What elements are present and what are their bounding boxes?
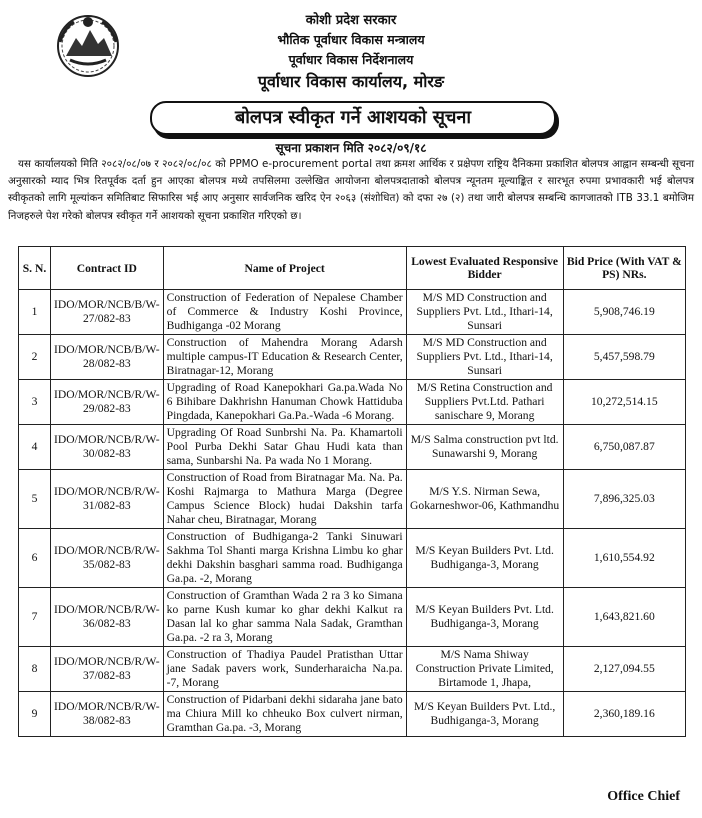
row-contract-id: IDO/MOR/NCB/R/W-30/082-83 [51,425,164,470]
row-contract-id: IDO/MOR/NCB/R/W-31/082-83 [51,470,164,529]
row-contract-id: IDO/MOR/NCB/R/W-35/082-83 [51,529,164,588]
row-project: Construction of Budhiganga-2 Tanki Sinuwari Sakhma Tol Shanti marga Krishna Limbu ko ghar dekhi Dakshin basghari samma road. Budhiganga Ga.pa. -2, Morang [163,529,406,588]
row-sn: 1 [19,290,51,335]
row-bidder: M/S Keyan Builders Pvt. Ltd. Budhiganga-3, Morang [406,588,563,647]
row-sn: 3 [19,380,51,425]
province-government-title: कोशी प्रदेश सरकार [305,13,397,28]
table-row [19,470,686,529]
notice-banner: बोलपत्र स्वीकृत गर्ने आशयको सूचना [150,101,556,135]
row-project: Construction of Mahendra Morang Adarsh multiple campus-IT Education & Research Center, Biratnagar-12, Morang [163,335,406,380]
publish-date: सूचना प्रकाशन मिति २०८२/०९/१८ [275,141,427,155]
table-row [19,692,686,737]
table-row [19,425,686,470]
table-row [19,529,686,588]
row-price: 6,750,087.87 [563,425,685,470]
header-contract-id: Contract ID [51,247,164,290]
row-price: 10,272,514.15 [563,380,685,425]
row-contract-id: IDO/MOR/NCB/B/W-27/082-83 [51,290,164,335]
header-bid-price: Bid Price (With VAT & PS) NRs. [563,247,685,290]
row-sn: 6 [19,529,51,588]
directorate-title: पूर्वाधार विकास निर्देशनालय [288,52,414,67]
row-contract-id: IDO/MOR/NCB/R/W-37/082-83 [51,647,164,692]
row-project: Construction of Federation of Nepalese Chamber of Commerce & Industry Koshi Province, Budhiganga -02 Morang [163,290,406,335]
row-price: 5,908,746.19 [563,290,685,335]
row-sn: 8 [19,647,51,692]
row-project: Construction of Gramthan Wada 2 ra 3 ko Simana ko parne Kush kumar ko ghar dekhi Kalkut ra Dasan lal ko ghar samma Nala Sadak, Gramthan Ga.pa. -2 ra 3, Morang [163,588,406,647]
row-project: Construction of Thadiya Paudel Pratisthan Uttar jane Sadak pavers work, Sunderharaicha Na.pa. -7, Morang [163,647,406,692]
table-header-row [19,247,686,290]
row-price: 7,896,325.03 [563,470,685,529]
signatory-office-chief: Office Chief [607,789,680,804]
row-price: 5,457,598.79 [563,335,685,380]
row-bidder: M/S Salma construction pvt ltd. Sunawarshi 9, Morang [406,425,563,470]
row-bidder: M/S Retina Construction and Suppliers Pvt.Ltd. Pathari sanischare 9, Morang [406,380,563,425]
row-project: Upgrading of Road Kanepokhari Ga.pa.Wada No 6 Bihibare Dakhrishn Hanuman Chowk Hattiduba Pingdada, Kanepokhari Ga.Pa.-Wada -6 Morang. [163,380,406,425]
row-bidder: M/S Keyan Builders Pvt. Ltd., Budhiganga-3, Morang [406,692,563,737]
row-bidder: M/S MD Construction and Suppliers Pvt. Ltd., Ithari-14, Sunsari [406,290,563,335]
header-sn: S. N. [19,247,51,290]
table-row [19,290,686,335]
table-row [19,335,686,380]
bid-acceptance-table [18,246,686,737]
office-title: पूर्वाधार विकास कार्यालय, मोरङ [257,72,445,91]
row-sn: 5 [19,470,51,529]
row-price: 2,127,094.55 [563,647,685,692]
row-price: 1,643,821.60 [563,588,685,647]
row-contract-id: IDO/MOR/NCB/R/W-36/082-83 [51,588,164,647]
row-contract-id: IDO/MOR/NCB/R/W-29/082-83 [51,380,164,425]
row-project: Upgrading Of Road Sunbrshi Na. Pa. Khamartoli Pool Purba Dekhi Satar Ghau Hudi kata than sama, Sunbarshi Na. Pa wada No 1 Morang. [163,425,406,470]
row-contract-id: IDO/MOR/NCB/B/W-28/082-83 [51,335,164,380]
row-sn: 9 [19,692,51,737]
table-row [19,588,686,647]
intro-paragraph: यस कार्यालयको मिति २०८२/०८/०७ र २०८२/०८/०८ को PPMO e-procurement portal तथा क्रमश आर्थिक र प्रक्षेपण राष्ट्रिय दैनिकमा प्रकाशित बोलपत्र आह्वान सम्बन्धी सूचना अनुसारको म्याद भित्र रितपूर्वक दर्ता हुन आएका बोलपत्र मध्ये तपसिलमा उल्लेखित आयोजना बोलपत्रदाताको बोलपत्र न्यूनतम मूल्याङ्कित र सारभूत रुपमा प्रभावकारी भई बोलपत्र स्वीकृतको लागि मूल्यांकन समितिबाट सिफारिस भई आए अनुसार सार्वजनिक खरिद ऐन २०६३ (संशोधित) को दफा २७ (२) तथा जारी बोलपत्र सम्बन्धि कागजातको ITB 33.1 बमोजिम निजहरुले पेश गरेको बोलपत्र स्वीकृत गर्ने आशयको सूचना प्रकाशित गरिएको छ। [8,158,694,222]
row-project: Construction of Road from Biratnagar Ma. Na. Pa. Koshi Rajmarga to Mathura Marga (Degree Campus Science Block) hudai Dakshin tarfa Nahar cheu, Biratnagar, Morang [163,470,406,529]
row-bidder: M/S Y.S. Nirman Sewa, Gokarneshwor-06, Kathmandhu [406,470,563,529]
row-project: Construction of Pidarbani dekhi sidaraha jane bato ma Chiura Mill ko chheuko Box culvert nirman, Gramthan Ga.pa. -3, Morang [163,692,406,737]
table-row [19,647,686,692]
header-project-name: Name of Project [163,247,406,290]
row-bidder: M/S Keyan Builders Pvt. Ltd. Budhiganga-3, Morang [406,529,563,588]
table-row [19,380,686,425]
row-price: 2,360,189.16 [563,692,685,737]
row-sn: 2 [19,335,51,380]
row-sn: 7 [19,588,51,647]
row-contract-id: IDO/MOR/NCB/R/W-38/082-83 [51,692,164,737]
row-bidder: M/S Nama Shiway Construction Private Limited, Birtamode 1, Jhapa, [406,647,563,692]
ministry-title: भौतिक पूर्वाधार विकास मन्त्रालय [277,32,425,47]
row-price: 1,610,554.92 [563,529,685,588]
header-bidder: Lowest Evaluated Responsive Bidder [406,247,563,290]
row-bidder: M/S MD Construction and Suppliers Pvt. Ltd., Ithari-14, Sunsari [406,335,563,380]
row-sn: 4 [19,425,51,470]
